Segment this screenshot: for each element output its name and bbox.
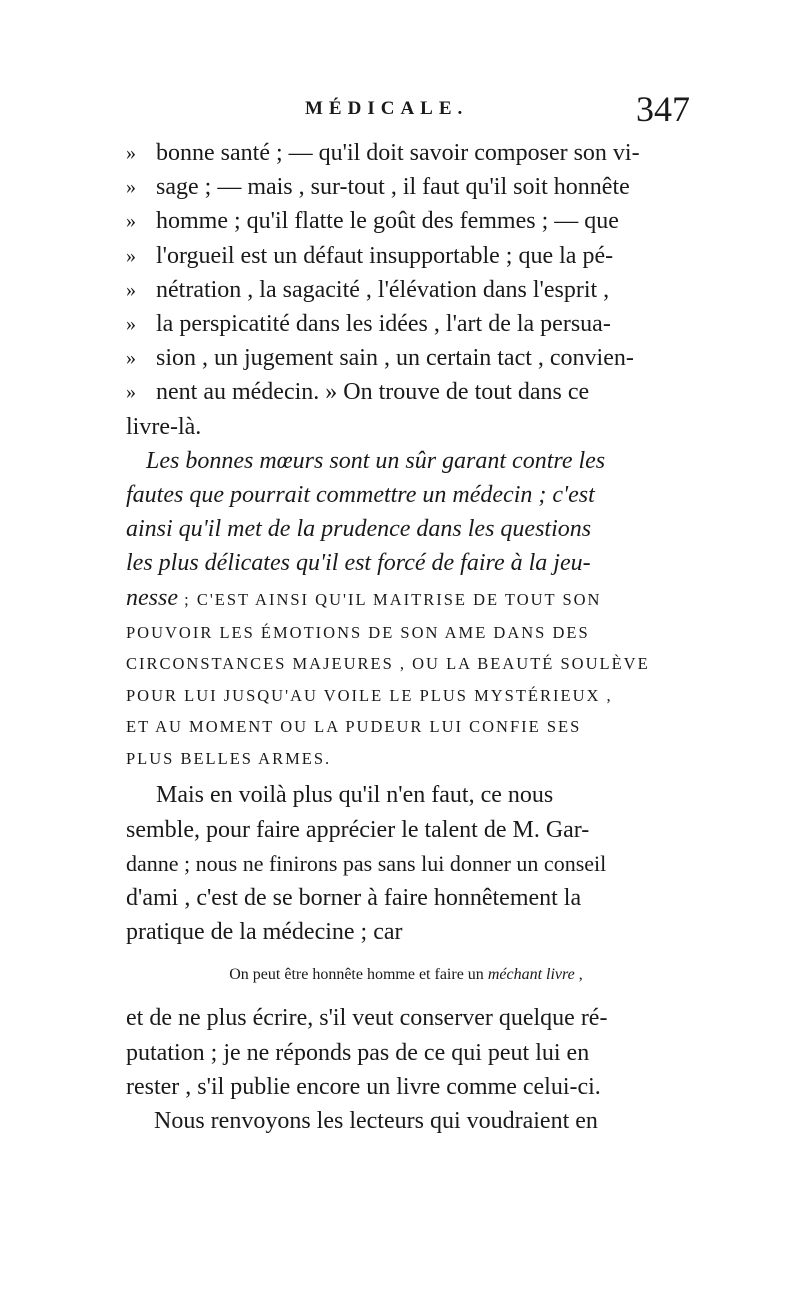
smallcaps-line: POUR LUI JUSQU'AU VOILE LE PLUS MYSTÉRIEUX , bbox=[126, 685, 613, 705]
quote-line bbox=[126, 375, 686, 409]
quote-line-text: nétration , la sagacité , l'élévation dans l'esprit , bbox=[156, 276, 610, 303]
italic-line: les plus délicates qu'il est forcé de faire à la jeu- bbox=[126, 550, 591, 577]
text-line: et de ne plus écrire, s'il veut conserver quelque ré- bbox=[126, 1005, 608, 1032]
running-head: MÉDICALE. bbox=[305, 98, 469, 119]
quote-line bbox=[126, 307, 686, 341]
text-line: danne ; nous ne finirons pas sans lui donner un conseil bbox=[126, 850, 607, 876]
smallcaps-line: CIRCONSTANCES MAJEURES , OU LA BEAUTÉ SOULÈVE bbox=[126, 654, 650, 674]
quote-line-text: nent au médecin. » On trouve de tout dans ce bbox=[156, 379, 590, 406]
verse-end: , bbox=[574, 966, 583, 984]
quote-line bbox=[126, 136, 686, 170]
smallcaps-fragment: ; C'EST AINSI QU'IL MAITRISE DE TOUT SON bbox=[177, 589, 602, 609]
quote-line-text: l'orgueil est un défaut insupportable ; que la pé- bbox=[156, 242, 614, 269]
page-header bbox=[130, 88, 690, 132]
text-line: rester , s'il publie encore un livre comme celui-ci. bbox=[126, 1073, 601, 1100]
quote-line-text: sion , un jugement sain , un certain tact , convien- bbox=[156, 345, 634, 372]
quote-marker: » bbox=[126, 210, 136, 233]
quote-marker: » bbox=[126, 244, 136, 267]
quote-marker: » bbox=[126, 278, 136, 301]
paragraph-3 bbox=[126, 1001, 686, 1138]
italic-line: Les bonnes mœurs sont un sûr garant contre les bbox=[146, 447, 606, 474]
italic-line: fautes que pourrait commettre un médecin ; c'est bbox=[126, 482, 595, 509]
smallcaps-block bbox=[126, 617, 686, 775]
quote-marker: » bbox=[126, 176, 136, 199]
text-line: Nous renvoyons les lecteurs qui voudraient en bbox=[154, 1107, 598, 1134]
paragraph-2 bbox=[126, 778, 686, 949]
quote-marker: » bbox=[126, 347, 136, 370]
quote-marker: » bbox=[126, 381, 136, 404]
quote-line-text: sage ; — mais , sur-tout , il faut qu'il soit honnête bbox=[156, 174, 630, 201]
text-line: putation ; je ne réponds pas de ce qui peut lui en bbox=[126, 1039, 590, 1066]
italic-line: ainsi qu'il met de la prudence dans les questions bbox=[126, 516, 592, 543]
verse-line bbox=[126, 961, 686, 989]
italic-fragment: nesse bbox=[126, 584, 178, 611]
quote-line bbox=[126, 204, 686, 238]
verse-text: On peut être honnête homme et faire un bbox=[229, 966, 488, 984]
quote-line bbox=[126, 170, 686, 204]
quote-line bbox=[126, 341, 686, 375]
mixed-line bbox=[126, 581, 686, 617]
body-text bbox=[126, 136, 686, 1138]
quote-after-line: livre-là. bbox=[126, 413, 202, 440]
quotation-block bbox=[126, 136, 686, 444]
page-number: 347 bbox=[636, 89, 690, 129]
text-line: pratique de la médecine ; car bbox=[126, 919, 403, 946]
quote-line bbox=[126, 239, 686, 273]
quote-line bbox=[126, 273, 686, 307]
quote-marker: » bbox=[126, 313, 136, 336]
smallcaps-line: ET AU MOMENT OU LA PUDEUR LUI CONFIE SES bbox=[126, 717, 582, 737]
quote-marker: » bbox=[126, 142, 136, 164]
text-line: semble, pour faire apprécier le talent de M. Gar- bbox=[126, 816, 590, 843]
smallcaps-line: POUVOIR LES ÉMOTIONS DE SON AME DANS DES bbox=[126, 622, 590, 642]
italic-paragraph bbox=[126, 444, 686, 581]
text-line: d'ami , c'est de se borner à faire honnêtement la bbox=[126, 884, 582, 911]
smallcaps-line: PLUS BELLES ARMES. bbox=[126, 748, 332, 768]
quote-line-text: homme ; qu'il flatte le goût des femmes ; — que bbox=[156, 208, 619, 235]
quote-line-text: la perspicatité dans les idées , l'art de la persua- bbox=[156, 311, 611, 338]
text-line: Mais en voilà plus qu'il n'en faut, ce nous bbox=[156, 782, 554, 809]
verse-italic: méchant livre bbox=[487, 966, 575, 984]
quote-line-text: bonne santé ; — qu'il doit savoir composer son vi- bbox=[156, 140, 640, 166]
